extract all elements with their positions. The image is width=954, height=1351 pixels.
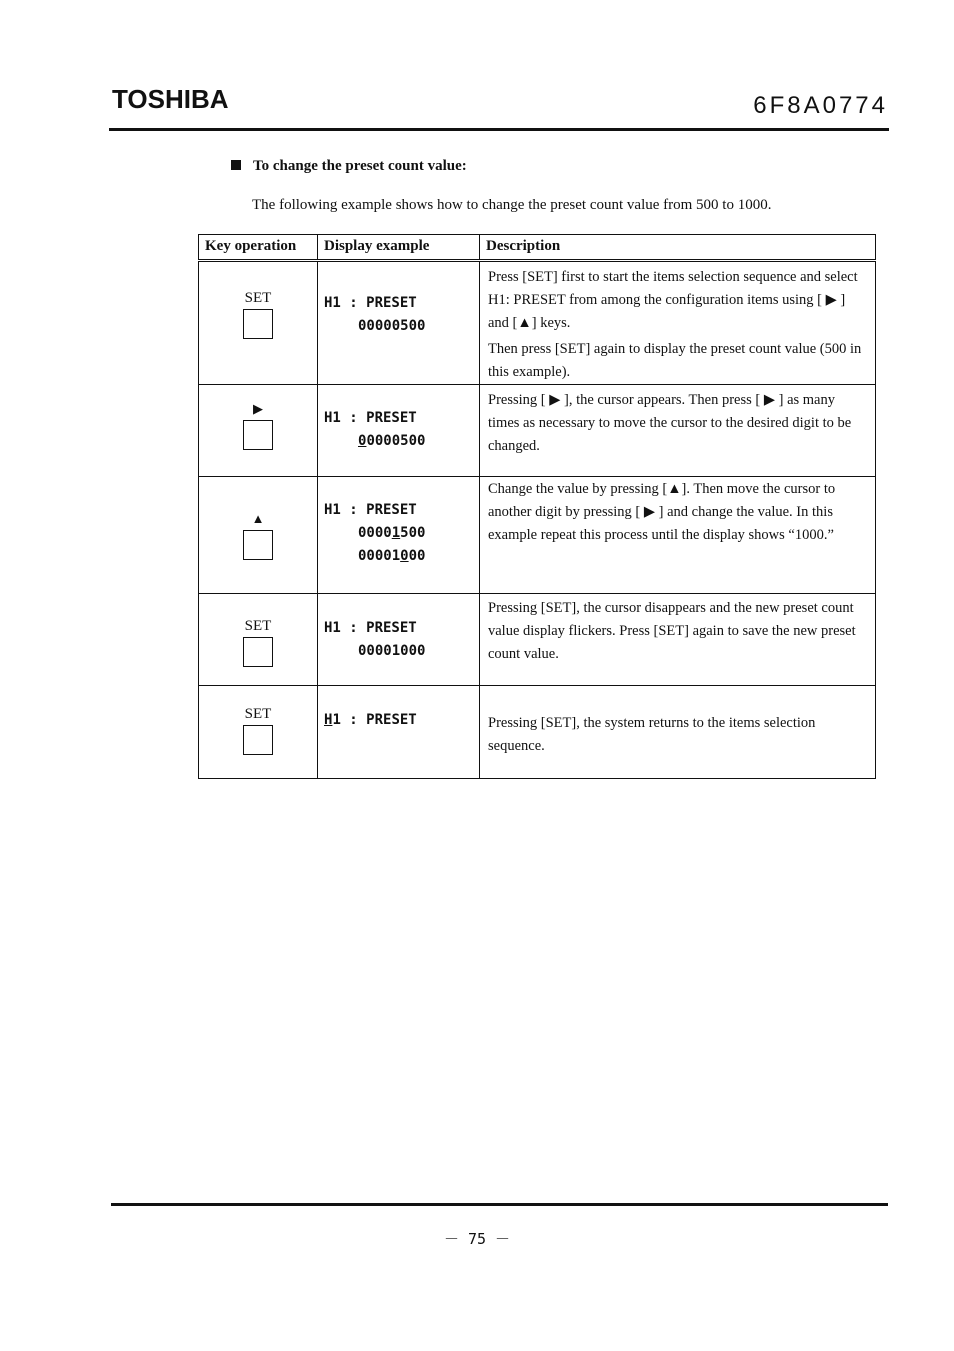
display-rest: 1 : PRESET — [332, 712, 417, 728]
description-cell — [480, 261, 876, 385]
right-arrow-icon: ▶ — [253, 401, 263, 416]
intro-text: The following example shows how to change the preset count value from 500 to 1000. — [252, 197, 772, 213]
cursor-digit: 1 — [391, 525, 401, 541]
bullet-square-icon — [231, 160, 241, 170]
cursor-digit: H — [324, 712, 333, 728]
display-cell — [318, 261, 480, 385]
description-paragraph: Change the value by pressing [▲]. Then move the cursor to another digit by pressing [ ▶ ] and change the value. In this example repeat this process until the display shows “1000.” — [488, 481, 836, 543]
header-rule — [109, 128, 889, 131]
up-arrow-icon: ▲ — [251, 511, 265, 526]
section-heading-text: To change the preset count value: — [253, 158, 467, 174]
display-cell — [318, 477, 480, 594]
display-cell — [318, 385, 480, 477]
footer-rule — [111, 1203, 888, 1206]
column-header-display: Display example — [318, 235, 480, 261]
cursor-digit: 0 — [358, 433, 367, 449]
display-line: H1 : PRESET — [324, 502, 417, 518]
table-row — [199, 385, 876, 477]
description-paragraph: Pressing [ ▶ ], the cursor appears. Then press [ ▶ ] as many times as necessary to move the cursor to the desired digit to be changed. — [488, 392, 852, 454]
display-line — [324, 545, 473, 568]
description-paragraph: Press [SET] first to start the items selection sequence and select H1: PRESET from among the configuration items using [ ▶ ] and [▲] keys. — [488, 269, 858, 331]
key-cell — [199, 686, 318, 779]
up-key-icon — [243, 530, 273, 560]
page-number: － 75 － — [443, 1230, 511, 1248]
key-cell — [199, 385, 318, 477]
key-cell — [199, 477, 318, 594]
column-header-key: Key operation — [199, 235, 318, 261]
table-row — [199, 686, 876, 779]
display-line: H1 : PRESET — [324, 295, 417, 311]
description-cell — [480, 385, 876, 477]
display-rest: 00001 — [358, 548, 401, 564]
display-line — [324, 709, 473, 732]
display-line: H1 : PRESET — [324, 410, 417, 426]
display-rest: 00 — [408, 548, 426, 564]
table-row — [199, 261, 876, 385]
key-label: SET — [244, 618, 272, 634]
right-key-icon — [243, 420, 273, 450]
toshiba-logo: TOSHIBA — [112, 84, 229, 114]
set-key-icon — [243, 637, 273, 667]
display-line — [324, 522, 473, 545]
set-key-icon — [243, 309, 273, 339]
description-cell — [480, 686, 876, 779]
description-paragraph: Pressing [SET], the system returns to the items selection sequence. — [488, 715, 816, 754]
description-cell — [480, 594, 876, 686]
description-cell — [480, 477, 876, 594]
display-rest: 0000500 — [366, 433, 426, 449]
description-paragraph: Then press [SET] again to display the preset count value (500 in this example). — [488, 341, 862, 380]
section-heading — [231, 158, 467, 175]
table-row — [199, 477, 876, 594]
display-cell — [318, 686, 480, 779]
key-label: SET — [244, 290, 272, 306]
key-cell — [199, 261, 318, 385]
display-cell — [318, 594, 480, 686]
description-paragraph: Pressing [SET], the cursor disappears and the new preset count value display flickers. Press [SET] again to save the new preset count value. — [488, 600, 856, 662]
key-label: SET — [244, 706, 272, 722]
display-line — [324, 430, 473, 453]
column-header-description: Description — [480, 235, 876, 261]
display-rest: 500 — [400, 525, 426, 541]
document-number: 6F8A0774 — [753, 92, 888, 119]
display-rest: 0000 — [358, 525, 392, 541]
table-row — [199, 594, 876, 686]
display-line: H1 : PRESET — [324, 620, 417, 636]
cursor-digit: 0 — [400, 548, 409, 564]
key-cell — [199, 594, 318, 686]
display-line: 00000500 — [358, 318, 426, 334]
key-operation-table — [198, 234, 876, 779]
set-key-icon — [243, 725, 273, 755]
table-header-row — [199, 235, 876, 261]
display-line: 00001000 — [358, 643, 426, 659]
